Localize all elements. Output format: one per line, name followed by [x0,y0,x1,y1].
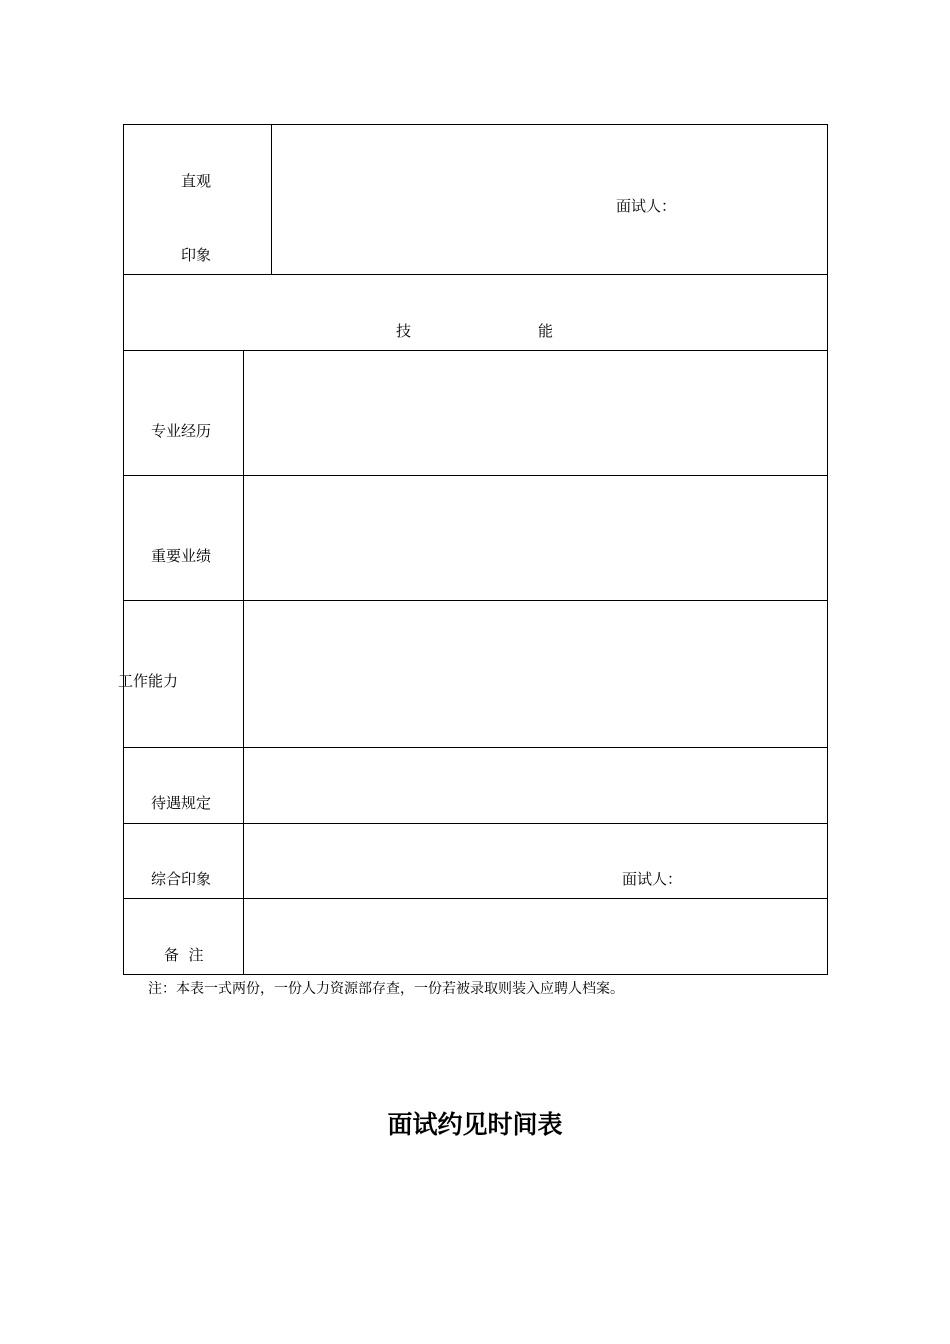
key-achievements-cell[interactable] [244,476,827,600]
form-footnote: 注：本表一式两份，一份人力资源部存查，一份若被录取则装入应聘人档案。 [148,981,624,997]
compensation-cell[interactable] [244,748,827,823]
work-ability-label: 工作能力 [118,672,179,690]
key-achievements-label: 重要业绩 [151,547,212,565]
professional-experience-cell[interactable] [244,351,827,475]
overall-impression-label: 综合印象 [151,870,212,888]
work-ability-cell[interactable] [244,601,827,747]
impression-label-line2: 印象 [181,246,212,264]
impression-content-cell[interactable] [272,125,827,274]
row-divider [123,274,828,275]
interviewer-label: 面试人： [616,197,677,215]
impression-label-line1: 直观 [181,172,212,190]
professional-experience-label: 专业经历 [151,422,212,440]
overall-interviewer-label: 面试人： [622,870,683,888]
compensation-label: 待遇规定 [151,794,212,812]
table-border-bottom [123,974,828,975]
table-border-left [123,124,124,975]
skills-header-left: 技 [396,322,412,340]
skills-header-right: 能 [538,322,554,340]
remarks-label: 备 注 [164,946,204,964]
remarks-cell[interactable] [244,899,827,974]
section-title: 面试约见时间表 [387,1110,563,1139]
table-border-right [827,124,828,975]
overall-impression-cell[interactable] [244,824,827,898]
